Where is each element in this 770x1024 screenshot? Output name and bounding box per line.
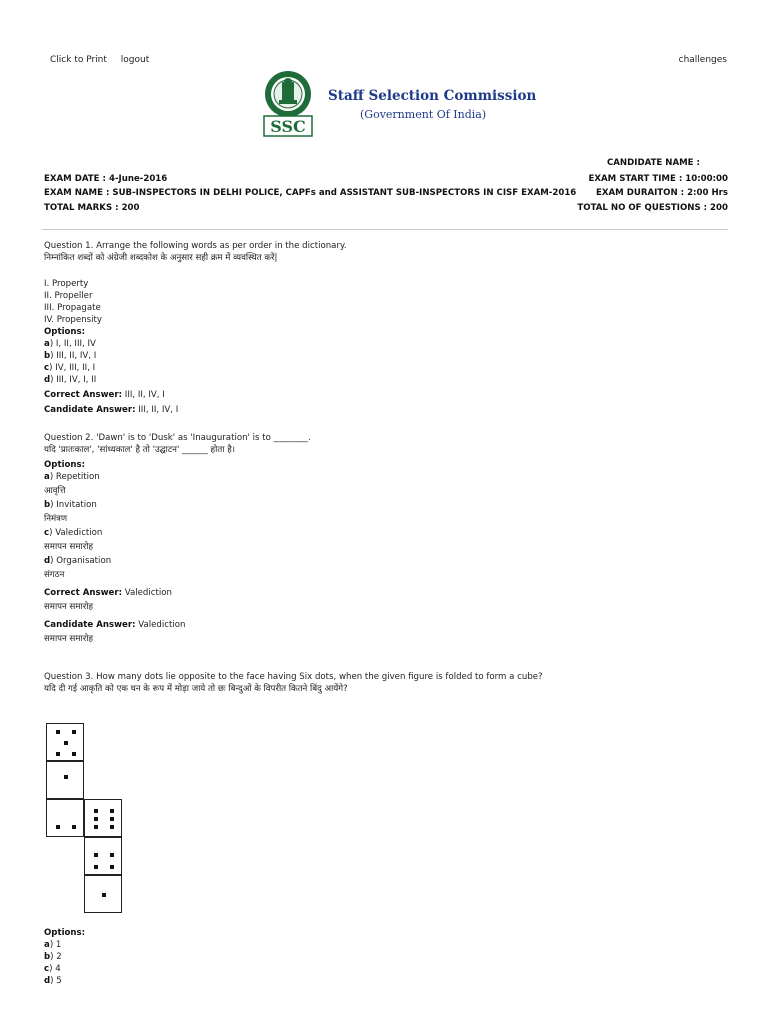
option-item: a) Repetition xyxy=(44,472,100,482)
die-dot xyxy=(110,853,114,857)
options-label: Options: xyxy=(44,460,86,470)
question-text-hindi: यदि 'प्रातःकाल', 'सांध्यकाल' है तो 'उद्घाटन' ______ होता है। xyxy=(44,445,236,455)
total-questions: TOTAL NO OF QUESTIONS : 200 xyxy=(577,203,728,213)
list-item: II. Propeller xyxy=(44,291,93,301)
total-marks: TOTAL MARKS : 200 xyxy=(44,203,140,213)
exam-duration: EXAM DURAITON : 2:00 Hrs xyxy=(596,188,728,198)
org-title: Staff Selection Commission xyxy=(328,88,537,104)
option-item: a) I, II, III, IV xyxy=(44,339,96,349)
option-item: d) 5 xyxy=(44,976,62,986)
exam-name: EXAM NAME : SUB-INSPECTORS IN DELHI POLICE, CAPFs and ASSISTANT SUB-INSPECTORS IN CISF EXAM-2016 xyxy=(44,188,577,198)
die-face-6 xyxy=(84,799,122,837)
die-face-5 xyxy=(46,723,84,761)
option-hindi: निमंत्रण xyxy=(44,514,68,524)
die-dot xyxy=(110,817,114,821)
option-item: b) 2 xyxy=(44,952,62,962)
options-label: Options: xyxy=(44,327,86,337)
question-text: Question 1. Arrange the following words as per order in the dictionary. xyxy=(44,241,347,251)
die-face-1 xyxy=(46,761,84,799)
option-item: c) Valediction xyxy=(44,528,103,538)
question-text: Question 2. 'Dawn' is to 'Dusk' as 'Inauguration' is to ________. xyxy=(44,433,311,443)
org-subtitle: (Government Of India) xyxy=(360,108,487,121)
divider xyxy=(42,229,728,230)
die-dot xyxy=(56,752,60,756)
svg-text:SSC: SSC xyxy=(270,117,306,136)
options-label: Options: xyxy=(44,928,86,938)
die-dot xyxy=(64,775,68,779)
die-dot xyxy=(72,730,76,734)
correct-answer-hindi: समापन समारोह xyxy=(44,602,94,612)
question-1 xyxy=(44,240,734,416)
die-dot xyxy=(94,809,98,813)
die-dot xyxy=(64,741,68,745)
die-dot xyxy=(56,730,60,734)
list-item: IV. Propensity xyxy=(44,315,102,325)
cube-net-figure xyxy=(46,723,130,913)
ssc-emblem-icon xyxy=(262,70,314,138)
question-3 xyxy=(44,671,734,987)
die-dot xyxy=(94,825,98,829)
list-item: III. Propagate xyxy=(44,303,101,313)
die-face-1 xyxy=(84,875,122,913)
option-hindi: समापन समारोह xyxy=(44,542,94,552)
option-item: b) III, II, IV, I xyxy=(44,351,97,361)
candidate-name: CANDIDATE NAME : xyxy=(606,158,700,168)
die-dot xyxy=(110,865,114,869)
die-dot xyxy=(72,825,76,829)
top-bar xyxy=(50,55,727,69)
option-item: b) Invitation xyxy=(44,500,97,510)
correct-answer: Correct Answer: III, II, IV, I xyxy=(44,390,165,400)
exam-start-time: EXAM START TIME : 10:00:00 xyxy=(588,174,728,184)
die-face-4 xyxy=(84,837,122,875)
option-item: c) IV, III, II, I xyxy=(44,363,96,373)
exam-date: EXAM DATE : 4-June-2016 xyxy=(44,174,168,184)
die-face-2 xyxy=(46,799,84,837)
question-2 xyxy=(44,432,734,645)
die-dot xyxy=(102,893,106,897)
option-item: c) 4 xyxy=(44,964,61,974)
logout-link[interactable]: logout xyxy=(120,55,150,65)
die-dot xyxy=(94,865,98,869)
die-dot xyxy=(110,809,114,813)
die-dot xyxy=(94,817,98,821)
option-item: d) III, IV, I, II xyxy=(44,375,97,385)
die-dot xyxy=(72,752,76,756)
option-item: d) Organisation xyxy=(44,556,112,566)
candidate-answer-hindi: समापन समारोह xyxy=(44,634,94,644)
correct-answer: Correct Answer: Valediction xyxy=(44,588,172,598)
die-dot xyxy=(56,825,60,829)
print-link[interactable]: Click to Print xyxy=(50,55,107,65)
die-dot xyxy=(94,853,98,857)
challenges-link[interactable]: challenges xyxy=(678,55,727,65)
candidate-answer: Candidate Answer: Valediction xyxy=(44,620,186,630)
die-dot xyxy=(110,825,114,829)
question-text-hindi: निम्नांकित शब्दों को अंग्रेजी शब्दकोश के अनुसार सही क्रम में व्यवस्थित करें| xyxy=(44,253,278,263)
question-text-hindi: यदि दी गई आकृति को एक घन के रूप में मोड़ा जाये तो छः बिन्दुओं के विपरीत कितने बिंदु आयेंगे? xyxy=(44,684,348,694)
question-list xyxy=(44,240,734,987)
list-item: I. Property xyxy=(44,279,89,289)
question-text: Question 3. How many dots lie opposite to the face having Six dots, when the given figure is folded to form a cube? xyxy=(44,672,543,682)
option-hindi: आवृत्ति xyxy=(44,486,66,496)
option-hindi: संगठन xyxy=(44,570,65,580)
candidate-answer: Candidate Answer: III, II, IV, I xyxy=(44,405,179,415)
option-item: a) 1 xyxy=(44,940,62,950)
